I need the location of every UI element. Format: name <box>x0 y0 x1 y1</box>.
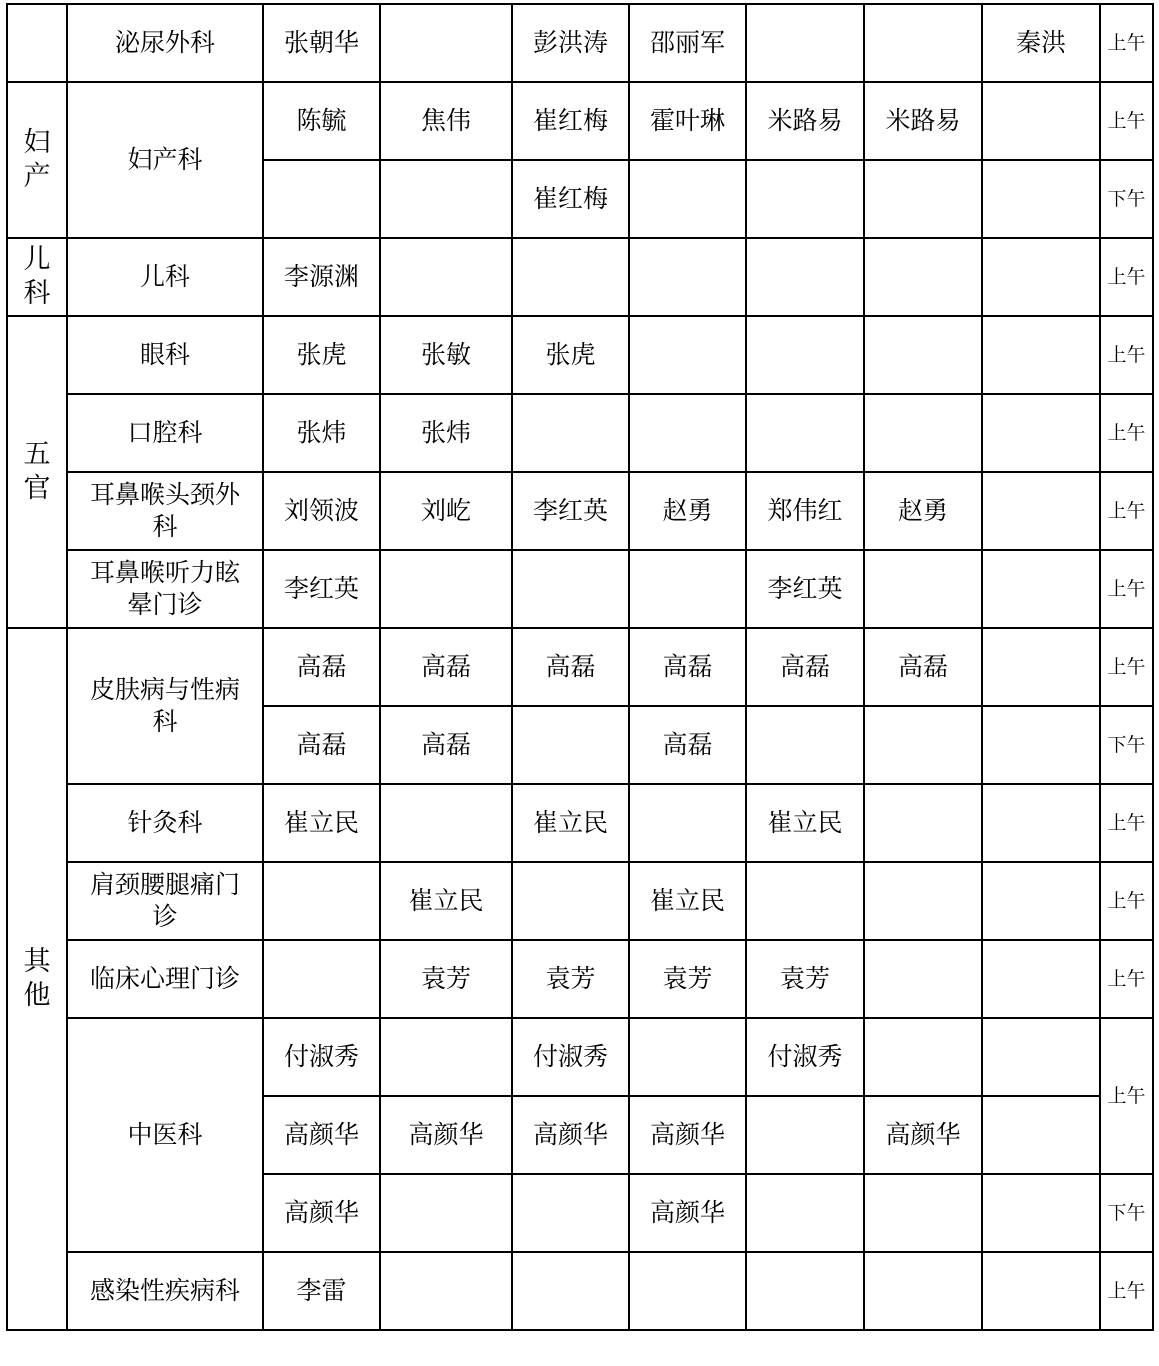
table-row <box>7 394 1153 472</box>
doctor-cell: 高磊 <box>263 628 380 706</box>
table-row <box>7 940 1153 1018</box>
empty-cell <box>380 160 512 238</box>
department-label: 耳鼻喉头颈外科 <box>89 480 240 541</box>
period-cell: 上午 <box>1100 316 1153 394</box>
group-cell <box>7 4 67 82</box>
schedule-body <box>7 4 1153 1330</box>
doctor-cell: 高磊 <box>263 706 380 784</box>
department-label: 针灸科 <box>127 808 203 837</box>
doctor-cell: 米路易 <box>746 82 864 160</box>
doctor-cell: 张虎 <box>512 316 629 394</box>
department-label: 妇产科 <box>127 145 203 174</box>
group-cell <box>7 82 67 238</box>
department-cell <box>67 550 263 628</box>
period-cell: 上午 <box>1100 628 1153 706</box>
department-label: 口腔科 <box>127 418 203 447</box>
doctor-cell: 高颜华 <box>512 1096 629 1174</box>
doctor-cell: 赵勇 <box>629 472 746 550</box>
period-cell: 上午 <box>1100 1018 1153 1174</box>
period-cell: 上午 <box>1100 1252 1153 1330</box>
empty-cell <box>864 238 982 316</box>
doctor-cell: 高磊 <box>629 628 746 706</box>
table-row <box>7 238 1153 316</box>
empty-cell <box>982 1252 1100 1330</box>
doctor-cell: 赵勇 <box>864 472 982 550</box>
doctor-cell: 高磊 <box>380 628 512 706</box>
department-cell <box>67 238 263 316</box>
empty-cell <box>864 550 982 628</box>
empty-cell <box>629 316 746 394</box>
doctor-cell: 霍叶琳 <box>629 82 746 160</box>
empty-cell <box>864 1174 982 1252</box>
doctor-cell: 张炜 <box>380 394 512 472</box>
doctor-cell: 高磊 <box>512 628 629 706</box>
table-row <box>7 628 1153 706</box>
group-cell <box>7 628 67 1330</box>
empty-cell <box>380 784 512 862</box>
empty-cell <box>746 160 864 238</box>
empty-cell <box>982 394 1100 472</box>
empty-cell <box>982 472 1100 550</box>
doctor-cell: 付淑秀 <box>746 1018 864 1096</box>
empty-cell <box>629 784 746 862</box>
period-cell: 上午 <box>1100 784 1153 862</box>
doctor-cell: 高颜华 <box>263 1096 380 1174</box>
empty-cell <box>380 238 512 316</box>
period-cell: 上午 <box>1100 550 1153 628</box>
empty-cell <box>864 316 982 394</box>
doctor-cell: 刘屹 <box>380 472 512 550</box>
table-row <box>7 1018 1153 1096</box>
department-cell <box>67 82 263 238</box>
department-cell <box>67 394 263 472</box>
doctor-cell: 刘领波 <box>263 472 380 550</box>
doctor-cell: 高颜华 <box>629 1096 746 1174</box>
empty-cell <box>982 784 1100 862</box>
empty-cell <box>380 1018 512 1096</box>
table-row <box>7 82 1153 160</box>
doctor-cell: 郑伟红 <box>746 472 864 550</box>
empty-cell <box>746 1252 864 1330</box>
empty-cell <box>864 394 982 472</box>
empty-cell <box>982 940 1100 1018</box>
empty-cell <box>864 784 982 862</box>
empty-cell <box>982 238 1100 316</box>
empty-cell <box>864 1252 982 1330</box>
doctor-cell: 高颜华 <box>864 1096 982 1174</box>
doctor-cell: 付淑秀 <box>263 1018 380 1096</box>
table-row <box>7 862 1153 940</box>
group-label: 妇产 <box>23 127 51 192</box>
empty-cell <box>263 160 380 238</box>
table-row <box>7 472 1153 550</box>
doctor-cell: 高磊 <box>380 706 512 784</box>
doctor-cell: 张炜 <box>263 394 380 472</box>
empty-cell <box>982 550 1100 628</box>
doctor-cell: 袁芳 <box>380 940 512 1018</box>
empty-cell <box>746 238 864 316</box>
clinic-schedule-table <box>6 3 1154 1331</box>
doctor-cell: 袁芳 <box>512 940 629 1018</box>
doctor-cell: 彭洪涛 <box>512 4 629 82</box>
doctor-cell: 付淑秀 <box>512 1018 629 1096</box>
department-label: 泌尿外科 <box>114 28 215 57</box>
doctor-cell: 邵丽军 <box>629 4 746 82</box>
table-row <box>7 784 1153 862</box>
empty-cell <box>512 706 629 784</box>
department-label: 皮肤病与性病科 <box>89 675 240 736</box>
empty-cell <box>746 1174 864 1252</box>
empty-cell <box>982 1174 1100 1252</box>
empty-cell <box>746 1096 864 1174</box>
doctor-cell: 高颜华 <box>263 1174 380 1252</box>
doctor-cell: 高磊 <box>629 706 746 784</box>
group-label: 五官 <box>23 439 51 504</box>
period-cell: 下午 <box>1100 1174 1153 1252</box>
department-label: 中医科 <box>127 1120 203 1149</box>
empty-cell <box>629 550 746 628</box>
group-label: 儿科 <box>23 244 51 309</box>
empty-cell <box>746 316 864 394</box>
empty-cell <box>629 1252 746 1330</box>
doctor-cell: 袁芳 <box>629 940 746 1018</box>
department-cell <box>67 316 263 394</box>
empty-cell <box>864 862 982 940</box>
period-cell: 上午 <box>1100 4 1153 82</box>
department-cell <box>67 1252 263 1330</box>
empty-cell <box>263 862 380 940</box>
empty-cell <box>512 862 629 940</box>
empty-cell <box>982 628 1100 706</box>
empty-cell <box>512 238 629 316</box>
empty-cell <box>263 940 380 1018</box>
doctor-cell: 崔立民 <box>746 784 864 862</box>
doctor-cell: 高颜华 <box>629 1174 746 1252</box>
period-cell: 上午 <box>1100 394 1153 472</box>
table-row <box>7 4 1153 82</box>
department-cell <box>67 862 263 940</box>
doctor-cell: 高颜华 <box>380 1096 512 1174</box>
department-label: 耳鼻喉听力眩晕门诊 <box>89 558 240 619</box>
empty-cell <box>864 706 982 784</box>
period-cell: 上午 <box>1100 940 1153 1018</box>
empty-cell <box>982 706 1100 784</box>
empty-cell <box>982 1096 1100 1174</box>
table-row <box>7 316 1153 394</box>
empty-cell <box>982 862 1100 940</box>
doctor-cell: 李雷 <box>263 1252 380 1330</box>
empty-cell <box>629 394 746 472</box>
doctor-cell: 张敏 <box>380 316 512 394</box>
period-cell: 上午 <box>1100 238 1153 316</box>
empty-cell <box>380 1174 512 1252</box>
doctor-cell: 崔立民 <box>512 784 629 862</box>
doctor-cell: 张朝华 <box>263 4 380 82</box>
empty-cell <box>380 1252 512 1330</box>
empty-cell <box>512 1252 629 1330</box>
empty-cell <box>746 706 864 784</box>
empty-cell <box>982 1018 1100 1096</box>
doctor-cell: 高磊 <box>864 628 982 706</box>
empty-cell <box>629 160 746 238</box>
empty-cell <box>512 394 629 472</box>
doctor-cell: 袁芳 <box>746 940 864 1018</box>
department-cell <box>67 628 263 784</box>
department-cell <box>67 784 263 862</box>
empty-cell <box>982 82 1100 160</box>
department-label: 临床心理门诊 <box>89 964 240 993</box>
doctor-cell: 李源渊 <box>263 238 380 316</box>
doctor-cell: 张虎 <box>263 316 380 394</box>
period-cell: 上午 <box>1100 82 1153 160</box>
department-label: 儿科 <box>139 262 190 291</box>
table-row <box>7 550 1153 628</box>
period-cell: 下午 <box>1100 706 1153 784</box>
doctor-cell: 李红英 <box>512 472 629 550</box>
department-cell <box>67 1018 263 1252</box>
period-cell: 上午 <box>1100 862 1153 940</box>
department-label: 眼科 <box>139 340 190 369</box>
doctor-cell: 崔立民 <box>380 862 512 940</box>
doctor-cell: 崔红梅 <box>512 160 629 238</box>
doctor-cell: 崔立民 <box>629 862 746 940</box>
group-cell <box>7 316 67 628</box>
doctor-cell: 崔立民 <box>263 784 380 862</box>
empty-cell <box>512 1174 629 1252</box>
empty-cell <box>380 550 512 628</box>
doctor-cell: 李红英 <box>263 550 380 628</box>
doctor-cell: 米路易 <box>864 82 982 160</box>
department-cell <box>67 940 263 1018</box>
department-cell <box>67 4 263 82</box>
doctor-cell: 高磊 <box>746 628 864 706</box>
group-cell <box>7 238 67 316</box>
empty-cell <box>629 238 746 316</box>
department-cell <box>67 472 263 550</box>
group-label: 其他 <box>23 946 51 1011</box>
doctor-cell: 陈毓 <box>263 82 380 160</box>
empty-cell <box>864 940 982 1018</box>
department-label: 感染性疾病科 <box>89 1276 240 1305</box>
empty-cell <box>864 4 982 82</box>
empty-cell <box>864 1018 982 1096</box>
department-label: 肩颈腰腿痛门诊 <box>89 870 240 931</box>
empty-cell <box>746 4 864 82</box>
empty-cell <box>746 394 864 472</box>
period-cell: 下午 <box>1100 160 1153 238</box>
doctor-cell: 李红英 <box>746 550 864 628</box>
empty-cell <box>380 4 512 82</box>
empty-cell <box>864 160 982 238</box>
period-cell: 上午 <box>1100 472 1153 550</box>
empty-cell <box>746 862 864 940</box>
table-row <box>7 1252 1153 1330</box>
empty-cell <box>512 550 629 628</box>
empty-cell <box>982 160 1100 238</box>
empty-cell <box>629 1018 746 1096</box>
empty-cell <box>982 316 1100 394</box>
doctor-cell: 秦洪 <box>982 4 1100 82</box>
doctor-cell: 焦伟 <box>380 82 512 160</box>
doctor-cell: 崔红梅 <box>512 82 629 160</box>
